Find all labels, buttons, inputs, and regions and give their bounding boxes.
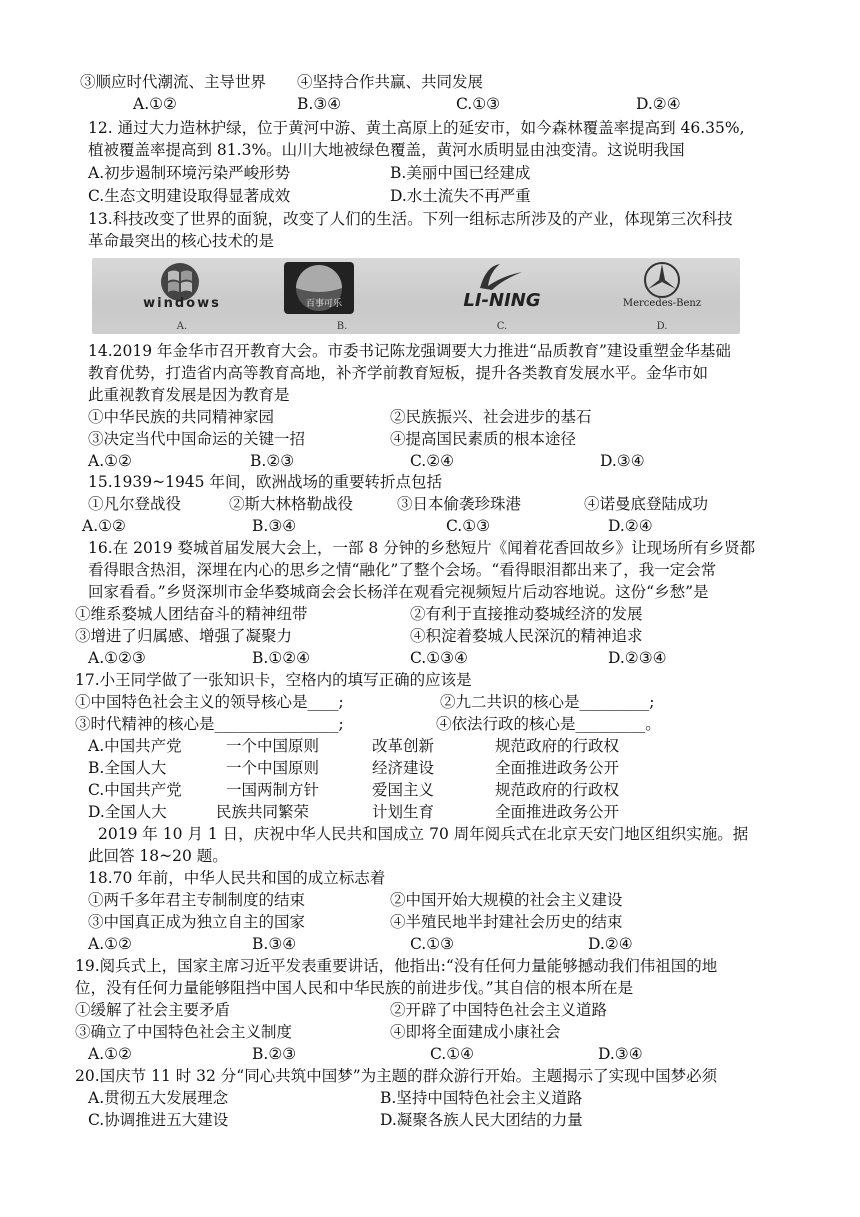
- q17-option-c-col2: 一国两制方针: [226, 781, 320, 799]
- q16-stem-line1: 16.在 2019 婺城首届发展大会上，一部 8 分钟的乡愁短片《闻着花香回故乡》让现场所有乡贤都: [88, 539, 756, 557]
- q17-option-a-col3: 改革创新: [372, 737, 435, 755]
- q15-item-1: ①凡尔登战役: [88, 495, 182, 513]
- q18-item-4: ④半殖民地半封建社会历史的结束: [390, 913, 623, 931]
- q16-stem-line2: 看得眼含热泪，深埋在内心的思乡之情“融化”了整个会场。“看得眼泪都出来了，我一定会常: [88, 561, 717, 579]
- logo-c-text: LI-NING: [463, 290, 541, 311]
- q17-option-c-col4: 规范政府的行政权: [495, 781, 620, 799]
- logo-d-label: D.: [656, 321, 668, 332]
- q18-stem: 18.70 年前，中华人民共和国的成立标志着: [88, 869, 386, 887]
- q17-blank-2: ②九二共识的核心是_________;: [440, 693, 655, 711]
- q12-stem-line1: 12. 通过大力造林护绿，位于黄河中游、黄土高原上的延安市，如今森林覆盖率提高到 46.35%,: [88, 119, 745, 137]
- q14-item-3: ③决定当代中国命运的关键一招: [88, 430, 306, 448]
- q20-stem: 20.国庆节 11 时 32 分“同心共筑中国梦”为主题的群众游行开始。主题揭示了实现中国梦必须: [75, 1067, 718, 1085]
- q17-option-a-col4: 规范政府的行政权: [495, 737, 620, 755]
- q20-option-d: D.凝聚各族人民大团结的力量: [380, 1111, 583, 1129]
- q16-item-1: ①维系婺城人团结奋斗的精神纽带: [75, 605, 308, 623]
- q17-option-d-col2: 民族共同繁荣: [216, 803, 310, 821]
- q14-item-1: ①中华民族的共同精神家园: [88, 408, 275, 426]
- logo-b-text: 百事可乐: [305, 299, 342, 309]
- q19-stem-line2: 位，没有任何力量能够阻挡中国人民和中华民族的前进步伐。”其自信的根本所在是: [75, 979, 634, 997]
- q20-option-b: B.坚持中国特色社会主义道路: [380, 1089, 583, 1107]
- q19-option-d: D.③④: [598, 1045, 643, 1063]
- q13-stem-line1: 13.科技改变了世界的面貌，改变了人们的生活。下列一组标志所涉及的产业，体现第三次科技: [88, 210, 733, 228]
- q15-option-b: B.③④: [252, 517, 297, 535]
- q15-stem: 15.1939~1945 年间，欧洲战场的重要转折点包括: [88, 473, 442, 491]
- logo-a-text: windows: [143, 296, 221, 311]
- logo-b: [262, 258, 422, 334]
- q19-item-4: ④即将全面建成小康社会: [390, 1023, 561, 1041]
- pepsi-logo-icon: [262, 258, 422, 320]
- q17-stem: 17.小王同学做了一张知识卡，空格内的填写正确的应该是: [75, 671, 472, 689]
- q11-option-a: A.①②: [133, 95, 177, 113]
- q14-option-a: A.①②: [88, 452, 132, 470]
- q17-option-c-col3: 爱国主义: [372, 781, 435, 799]
- q15-item-3: ③日本偷袭珍珠港: [397, 495, 522, 513]
- logo-d: [582, 258, 742, 334]
- q14-stem-line3: 此重视教育发展是因为教育是: [88, 386, 290, 404]
- mercedes-star-icon: [582, 258, 742, 302]
- q19-item-2: ②开辟了中国特色社会主义道路: [390, 1001, 608, 1019]
- q19-stem-line1: 19.阅兵式上，国家主席习近平发表重要讲话，他指出:“没有任何力量能够撼动我们伟祖国的地: [75, 957, 718, 975]
- q18-option-d: D.②④: [588, 935, 633, 953]
- q17-blank-4: ④依法行政的核心是_________。: [436, 715, 661, 733]
- q16-option-a: A.①②③: [88, 649, 146, 667]
- q18-option-b: B.③④: [252, 935, 297, 953]
- q14-item-2: ②民族振兴、社会进步的基石: [390, 408, 592, 426]
- q19-option-b: B.②③: [252, 1045, 297, 1063]
- q11-option-d: D.②④: [636, 95, 681, 113]
- q20-option-a: A.贯彻五大发展理念: [88, 1089, 229, 1107]
- group-intro-line1: 2019 年 10 月 1 日，庆祝中华人民共和国成立 70 周年阅兵式在北京天安门地区组织实施。据: [98, 825, 749, 843]
- q14-item-4: ④提高国民素质的根本途径: [390, 430, 577, 448]
- q16-item-4: ④积淀着婺城人民深沉的精神追求: [410, 627, 643, 645]
- logo-a-label: A.: [176, 321, 188, 332]
- logo-a: [102, 258, 262, 334]
- q18-option-a: A.①②: [88, 935, 132, 953]
- q12-option-d: D.水土流失不再严重: [390, 187, 531, 205]
- q17-option-c-col1: C.中国共产党: [88, 781, 182, 799]
- logo-d-text: Mercedes-Benz: [622, 298, 702, 309]
- q11-option-c: C.①③: [456, 95, 501, 113]
- q14-option-c: C.②④: [410, 452, 455, 470]
- q14-stem-line2: 教育优势，打造省内高等教育高地，补齐学前教育短板，提升各类教育发展水平。金华市如: [88, 364, 709, 382]
- q11-items: ③顺应时代潮流、主导世界 ④坚持合作共赢、共同发展: [80, 73, 484, 91]
- q16-stem-line3: 回家看看。”乡贤深圳市金华婺城商会会长杨洋在观看完视频短片后动容地说。这份“乡愁”是: [88, 583, 709, 601]
- logo-c: [422, 258, 582, 334]
- q19-option-c: C.①④: [430, 1045, 475, 1063]
- q16-option-d: D.②③④: [608, 649, 667, 667]
- q18-item-1: ①两千多年君主专制制度的结束: [88, 891, 306, 909]
- q17-option-a-col1: A.中国共产党: [88, 737, 182, 755]
- q15-option-a: A.①②: [82, 517, 126, 535]
- q17-blank-3: ③时代精神的核心是________________;: [75, 715, 344, 733]
- logo-c-label: C.: [496, 321, 508, 332]
- q18-option-c: C.①③: [410, 935, 455, 953]
- q15-item-4: ④诺曼底登陆成功: [584, 495, 709, 513]
- q20-option-c: C.协调推进五大建设: [88, 1111, 229, 1129]
- q17-option-b-col1: B.全国人大: [88, 759, 167, 777]
- q17-option-b-col4: 全面推进政务公开: [495, 759, 620, 777]
- q16-option-c: C.①③④: [410, 649, 468, 667]
- q12-option-b: B.美丽中国已经建成: [390, 164, 531, 182]
- q19-item-3: ③确立了中国特色社会主义制度: [75, 1023, 293, 1041]
- q14-option-d: D.③④: [600, 452, 645, 470]
- q15-option-d: D.②④: [608, 517, 653, 535]
- q17-option-d-col1: D.全国人大: [88, 803, 167, 821]
- q15-item-2: ②斯大林格勒战役: [229, 495, 354, 513]
- q16-item-2: ②有利于直接推动婺城经济的发展: [410, 605, 643, 623]
- q17-option-a-col2: 一个中国原则: [226, 737, 320, 755]
- q17-option-b-col3: 经济建设: [372, 759, 435, 777]
- q12-option-a: A.初步遏制环境污染严峻形势: [88, 164, 291, 182]
- q18-item-3: ③中国真正成为独立自主的国家: [88, 913, 306, 931]
- q17-option-d-col4: 全面推进政务公开: [495, 803, 620, 821]
- q17-option-d-col3: 计划生育: [372, 803, 435, 821]
- q14-option-b: B.②③: [250, 452, 295, 470]
- group-intro-line2: 此回答 18~20 题。: [88, 847, 228, 865]
- q17-blank-1: ①中国特色社会主义的领导核心是____;: [75, 693, 344, 711]
- q12-stem-line2: 植被覆盖率提高到 81.3%。山川大地被绿色覆盖，黄河水质明显由浊变清。这说明我国: [88, 141, 685, 159]
- q18-item-2: ②中国开始大规模的社会主义建设: [390, 891, 623, 909]
- q12-option-c: C.生态文明建设取得显著成效: [88, 187, 291, 205]
- q13-stem-line2: 革命最突出的核心技术的是: [88, 232, 275, 250]
- q11-option-b: B.③④: [297, 95, 342, 113]
- q16-item-3: ③增进了归属感、增强了凝聚力: [75, 627, 293, 645]
- logo-b-label: B.: [336, 321, 348, 332]
- q17-option-b-col2: 一个中国原则: [226, 759, 320, 777]
- q15-option-c: C.①③: [446, 517, 491, 535]
- q19-option-a: A.①②: [88, 1045, 132, 1063]
- q19-item-1: ①缓解了社会主要矛盾: [75, 1001, 231, 1019]
- brand-logos-image: [92, 258, 740, 334]
- q14-stem-line1: 14.2019 年金华市召开教育大会。市委书记陈龙强调要大力推进“品质教育”建设重塑金华基础: [88, 342, 731, 360]
- q16-option-b: B.①②④: [252, 649, 311, 667]
